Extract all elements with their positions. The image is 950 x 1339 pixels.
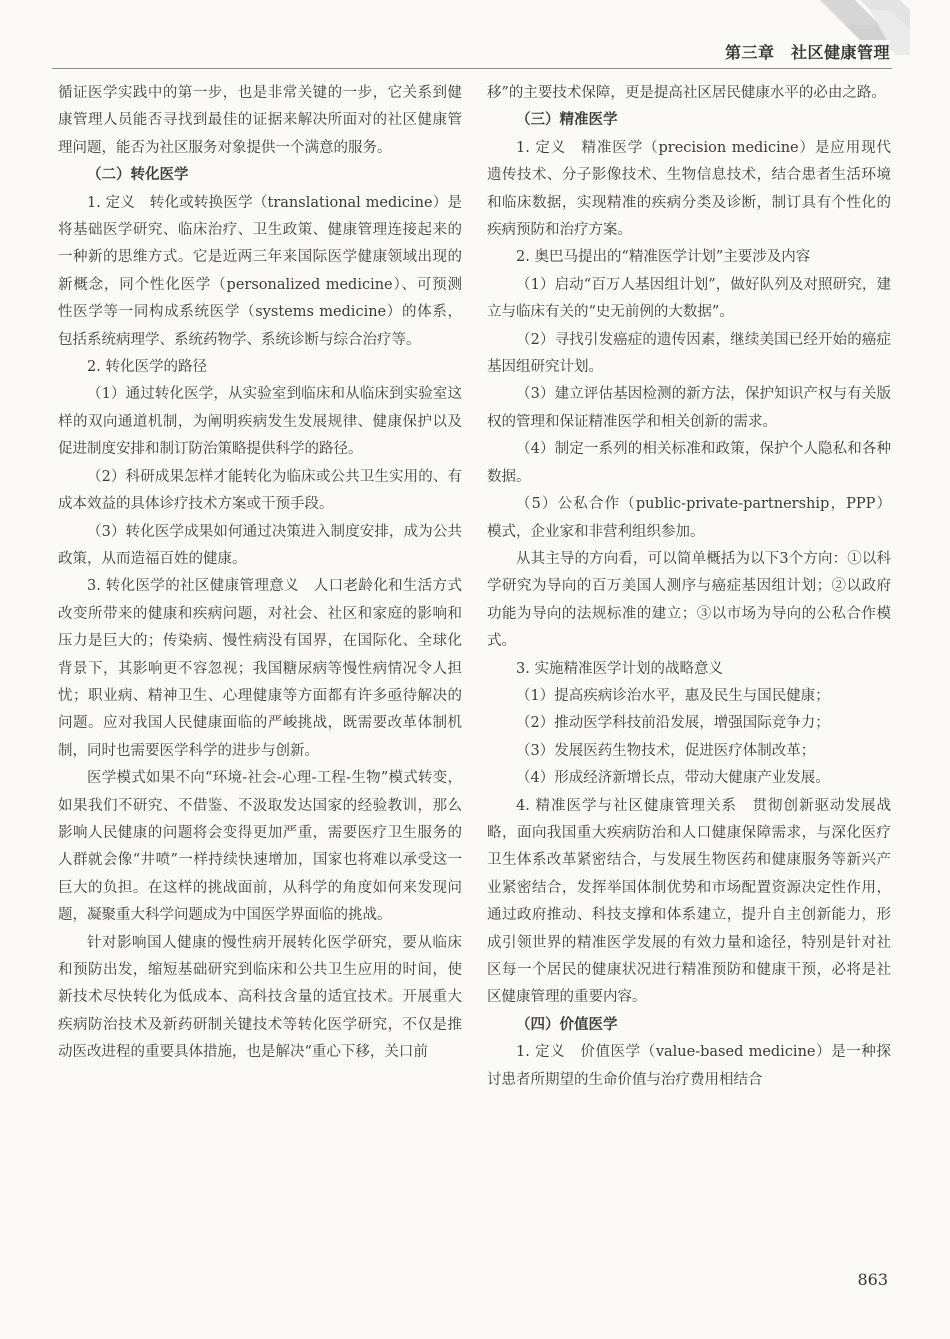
- right-paragraph: 4. 精准医学与社区健康管理关系 贯彻创新驱动发展战略，面向我国重大疾病防治和人口健康保障需求，与深化医疗卫生体系改革紧密结合，与发展生物医药和健康服务等新兴产业紧密结合，发挥举国体制优势和市场配置资源决定性作用，通过政府推动、科技支撑和体系建立，提升自主创新能力，形成引领世界的精准医学发展的有效力量和途径，特别是针对社区每一个居民的健康状况进行精准预防和健康干预，必将是社区健康管理的重要内容。: [487, 797, 891, 1006]
- left-paragraph: （1）通过转化医学，从实验室到临床和从临床到实验室这样的双向通道机制，为阐明疾病发生发展规律、健康保护以及促进制度安排和制订防治策略提供科学的路径。: [58, 386, 462, 458]
- right-paragraph: （4）形成经济新增长点，带动大健康产业发展。: [516, 770, 830, 787]
- right-paragraph: （5）公私合作（public-private-partnership，PPP）模式，企业家和非营利组织参加。: [487, 496, 891, 540]
- chapter-title: 第三章 社区健康管理: [717, 40, 890, 63]
- left-column: [58, 80, 462, 1067]
- right-paragraph: （3）建立评估基因检测的新方法，保护知识产权与有关版权的管理和保证精准医学和相关创新的需求。: [487, 386, 891, 430]
- right-paragraph: （2）推动医学科技前沿发展，增强国际竞争力；: [516, 715, 830, 732]
- right-paragraph: （2）寻找引发癌症的遗传因素，继续美国已经开始的癌症基因组研究计划。: [487, 331, 891, 376]
- right-paragraph: （1）提高疾病诊治水平，惠及民生与国民健康；: [516, 687, 830, 704]
- left-paragraph: 针对影响国人健康的慢性病开展转化医学研究，要从临床和预防出发，缩短基础研究到临床和公共卫生应用的时间，使新技术尽快转化为低成本、高科技含量的适宜技术。开展重大疾病防治技术及新药研制关键技术等转化医学研究，不仅是推动医改进程的重要具体措施，也是解决“重心下移，关口前: [58, 934, 462, 1061]
- right-paragraph: 1. 定义 价值医学（value-based medicine）是一种探讨患者所期望的生命价值与治疗费用相结合: [487, 1044, 891, 1088]
- right-paragraph: （1）启动“百万人基因组计划”，做好队列及对照研究，建立与临床有关的“史无前例的大数据”。: [487, 276, 891, 321]
- right-heading: （四）价值医学: [516, 1016, 618, 1033]
- page-number: 863: [857, 1270, 888, 1289]
- right-paragraph: 3. 实施精准医学计划的战略意义: [516, 660, 723, 677]
- right-paragraph: （4）制定一系列的相关标准和政策，保护个人隐私和各种数据。: [487, 441, 891, 485]
- right-paragraph: 2. 奥巴马提出的“精准医学计划”主要涉及内容: [516, 249, 811, 266]
- header-rule: [52, 68, 892, 69]
- left-paragraph: （2）科研成果怎样才能转化为临床或公共卫生实用的、有成本效益的具体诊疗技术方案或干预手段。: [58, 468, 462, 513]
- right-column: [487, 80, 891, 1094]
- running-header: [52, 40, 892, 66]
- right-paragraph: 1. 定义 精准医学（precision medicine）是应用现代遗传技术、分子影像技术、生物信息技术，结合患者生活环境和临床数据，实现精准的疾病分类及诊断，制订具有个性化的疾病预防和治疗方案。: [487, 139, 891, 239]
- left-paragraph: （3）转化医学成果如何通过决策进入制度安排，成为公共政策，从而造福百姓的健康。: [58, 523, 462, 567]
- right-paragraph: 从其主导的方向看，可以简单概括为以下3个方向：①以科学研究为导向的百万美国人测序与癌症基因组计划；②以政府功能为导向的法规标准的建立；③以市场为导向的公私合作模式。: [487, 550, 891, 650]
- right-paragraph: （3）发展医药生物技术，促进医疗体制改革；: [516, 742, 816, 759]
- left-heading: （二）转化医学: [87, 167, 189, 184]
- left-paragraph: 2. 转化医学的路径: [87, 359, 207, 376]
- left-paragraph: 医学模式如果不向“环境-社会-心理-工程-生物”模式转变，如果我们不研究、不借鉴、不汲取发达国家的经验教训，那么影响人民健康的问题将会变得更加严重，需要医疗卫生服务的人群就会像“井喷”一样持续快速增加，国家也将难以承受这一巨大的负担。在这样的挑战面前，从科学的角度如何来发现问题，凝聚重大科学问题成为中国医学界面临的挑战。: [58, 770, 462, 924]
- right-heading: （三）精准医学: [516, 112, 618, 129]
- left-paragraph: 3. 转化医学的社区健康管理意义 人口老龄化和生活方式改变所带来的健康和疾病问题，对社会、社区和家庭的影响和压力是巨大的；传染病、慢性病没有国界，在国际化、全球化背景下，其影响更不容忽视；我国糖尿病等慢性病情况令人担忧；职业病、精神卫生、心理健康等方面都有许多亟待解决的问题。应对我国人民健康面临的严峻挑战，既需要改革体制机制，同时也需要医学科学的进步与创新。: [58, 578, 462, 759]
- right-paragraph: 移”的主要技术保障，更是提高社区居民健康水平的必由之路。: [487, 85, 886, 101]
- left-paragraph: 循证医学实践中的第一步，也是非常关键的一步，它关系到健康管理人员能否寻找到最佳的证据来解决所面对的社区健康管理问题，能否为社区服务对象提供一个满意的服务。: [58, 85, 462, 156]
- left-paragraph: 1. 定义 转化或转换医学（translational medicine）是将基础医学研究、临床治疗、卫生政策、健康管理连接起来的一种新的思维方式。它是近两三年来国际医学健康领域出现的新概念，同个性化医学（personalized medicine）、可预测性医学等一同构成系统医学（systems medicine）的体系，包括系统病理学、系统药物学、系统诊断与综合治疗等。: [58, 194, 462, 348]
